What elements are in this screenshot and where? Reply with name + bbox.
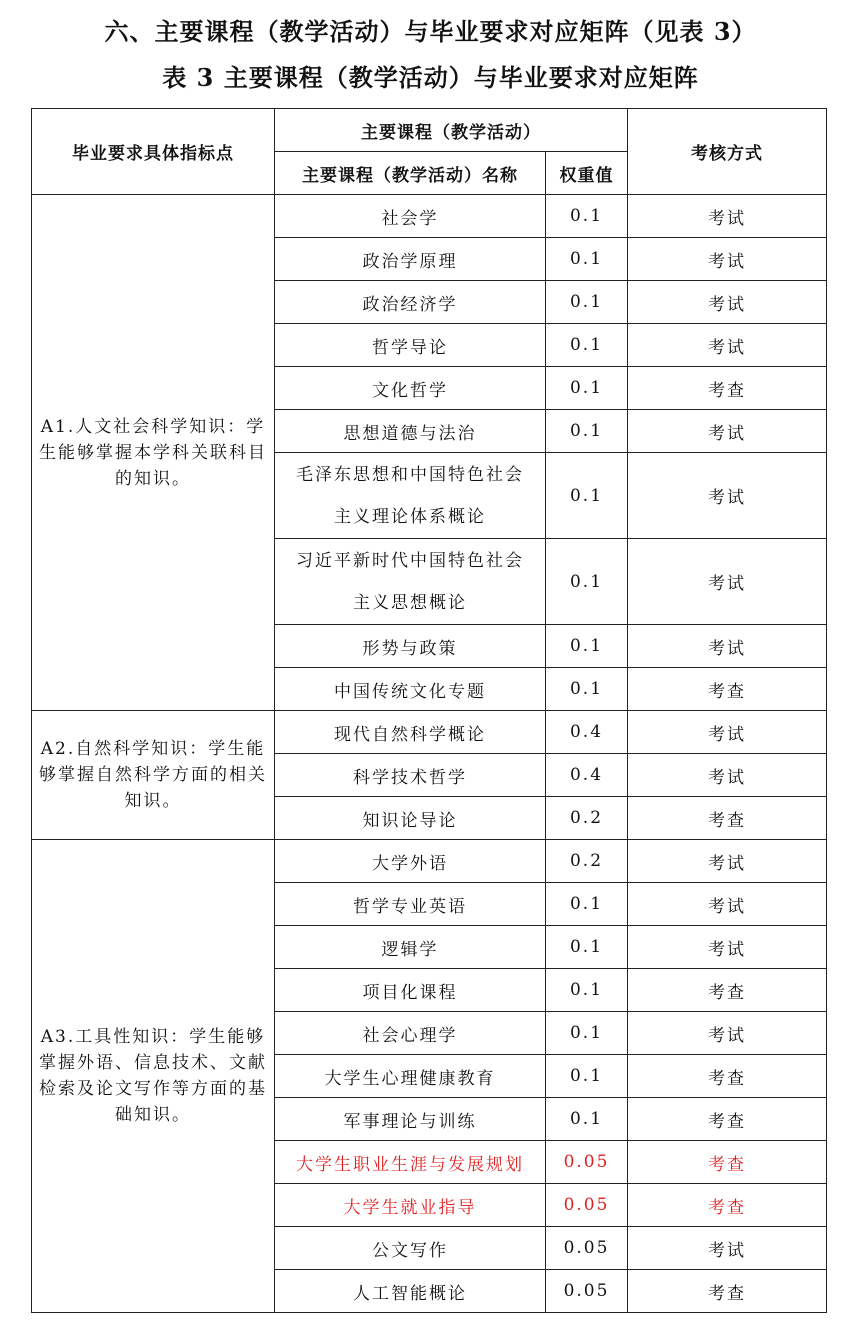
assessment-cell: 考查 bbox=[628, 1055, 827, 1098]
assessment-cell: 考试 bbox=[628, 754, 827, 797]
assessment-cell: 考查 bbox=[628, 969, 827, 1012]
course-name-cell: 哲学导论 bbox=[275, 324, 546, 367]
assessment-cell: 考试 bbox=[628, 883, 827, 926]
course-name-cell: 军事理论与训练 bbox=[275, 1098, 546, 1141]
weight-cell: 0.1 bbox=[546, 281, 628, 324]
assessment-cell: 考试 bbox=[628, 539, 827, 625]
table-title: 表 3 主要课程（教学活动）与毕业要求对应矩阵 bbox=[162, 63, 699, 92]
header-course-name: 主要课程（教学活动）名称 bbox=[275, 152, 546, 195]
assessment-cell: 考试 bbox=[628, 453, 827, 539]
requirement-cell: A2.自然科学知识：学生能够掌握自然科学方面的相关知识。 bbox=[32, 711, 275, 840]
assessment-cell: 考查 bbox=[628, 1098, 827, 1141]
header-assessment: 考核方式 bbox=[628, 109, 827, 195]
course-name-cell: 思想道德与法治 bbox=[275, 410, 546, 453]
course-name-cell: 大学生就业指导 bbox=[275, 1184, 546, 1227]
assessment-cell: 考查 bbox=[628, 797, 827, 840]
course-name-cell: 中国传统文化专题 bbox=[275, 668, 546, 711]
course-name-cell: 项目化课程 bbox=[275, 969, 546, 1012]
weight-cell: 0.1 bbox=[546, 539, 628, 625]
course-name-cell: 社会学 bbox=[275, 195, 546, 238]
weight-cell: 0.05 bbox=[546, 1141, 628, 1184]
weight-cell: 0.2 bbox=[546, 840, 628, 883]
assessment-cell: 考查 bbox=[628, 1270, 827, 1313]
weight-cell: 0.1 bbox=[546, 969, 628, 1012]
requirement-cell: A3.工具性知识：学生能够掌握外语、信息技术、文献检索及论文写作等方面的基础知识。 bbox=[32, 840, 275, 1313]
assessment-cell: 考试 bbox=[628, 1227, 827, 1270]
weight-cell: 0.1 bbox=[546, 1055, 628, 1098]
course-name-cell: 科学技术哲学 bbox=[275, 754, 546, 797]
course-name-cell: 人工智能概论 bbox=[275, 1270, 546, 1313]
table-row bbox=[32, 840, 827, 883]
course-name-cell: 大学生心理健康教育 bbox=[275, 1055, 546, 1098]
assessment-cell: 考试 bbox=[628, 840, 827, 883]
weight-cell: 0.1 bbox=[546, 238, 628, 281]
weight-cell: 0.1 bbox=[546, 883, 628, 926]
course-name-cell: 大学生职业生涯与发展规划 bbox=[275, 1141, 546, 1184]
assessment-cell: 考查 bbox=[628, 367, 827, 410]
assessment-cell: 考试 bbox=[628, 238, 827, 281]
assessment-cell: 考查 bbox=[628, 1141, 827, 1184]
course-name-cell: 逻辑学 bbox=[275, 926, 546, 969]
course-name-cell: 知识论导论 bbox=[275, 797, 546, 840]
course-name-cell: 习近平新时代中国特色社会主义思想概论 bbox=[275, 539, 546, 625]
weight-cell: 0.2 bbox=[546, 797, 628, 840]
assessment-cell: 考查 bbox=[628, 668, 827, 711]
weight-cell: 0.1 bbox=[546, 926, 628, 969]
assessment-cell: 考查 bbox=[628, 1184, 827, 1227]
course-name-cell: 现代自然科学概论 bbox=[275, 711, 546, 754]
course-name-cell: 政治经济学 bbox=[275, 281, 546, 324]
weight-cell: 0.4 bbox=[546, 711, 628, 754]
course-name-cell: 社会心理学 bbox=[275, 1012, 546, 1055]
course-name-cell: 文化哲学 bbox=[275, 367, 546, 410]
course-name-cell: 政治学原理 bbox=[275, 238, 546, 281]
course-name-cell: 形势与政策 bbox=[275, 625, 546, 668]
weight-cell: 0.1 bbox=[546, 1098, 628, 1141]
assessment-cell: 考试 bbox=[628, 324, 827, 367]
assessment-cell: 考试 bbox=[628, 625, 827, 668]
weight-cell: 0.1 bbox=[546, 1012, 628, 1055]
requirement-course-matrix bbox=[31, 108, 827, 1313]
weight-cell: 0.1 bbox=[546, 453, 628, 539]
assessment-cell: 考试 bbox=[628, 195, 827, 238]
weight-cell: 0.1 bbox=[546, 367, 628, 410]
table-row bbox=[32, 195, 827, 238]
assessment-cell: 考试 bbox=[628, 926, 827, 969]
assessment-cell: 考试 bbox=[628, 410, 827, 453]
weight-cell: 0.05 bbox=[546, 1270, 628, 1313]
assessment-cell: 考试 bbox=[628, 1012, 827, 1055]
weight-cell: 0.1 bbox=[546, 324, 628, 367]
weight-cell: 0.1 bbox=[546, 668, 628, 711]
header-weight: 权重值 bbox=[546, 152, 628, 195]
assessment-cell: 考试 bbox=[628, 281, 827, 324]
weight-cell: 0.1 bbox=[546, 625, 628, 668]
header-requirement: 毕业要求具体指标点 bbox=[32, 109, 275, 195]
table-row bbox=[32, 711, 827, 754]
matrix-body bbox=[32, 195, 827, 1313]
weight-cell: 0.1 bbox=[546, 410, 628, 453]
section-heading: 六、主要课程（教学活动）与毕业要求对应矩阵（见表 3） bbox=[104, 17, 757, 46]
course-name-cell: 哲学专业英语 bbox=[275, 883, 546, 926]
weight-cell: 0.05 bbox=[546, 1227, 628, 1270]
course-name-cell: 大学外语 bbox=[275, 840, 546, 883]
course-name-cell: 毛泽东思想和中国特色社会主义理论体系概论 bbox=[275, 453, 546, 539]
weight-cell: 0.05 bbox=[546, 1184, 628, 1227]
weight-cell: 0.1 bbox=[546, 195, 628, 238]
requirement-cell: A1.人文社会科学知识：学生能够掌握本学科关联科目的知识。 bbox=[32, 195, 275, 711]
weight-cell: 0.4 bbox=[546, 754, 628, 797]
header-courses-group: 主要课程（教学活动） bbox=[275, 109, 628, 152]
course-name-cell: 公文写作 bbox=[275, 1227, 546, 1270]
assessment-cell: 考试 bbox=[628, 711, 827, 754]
